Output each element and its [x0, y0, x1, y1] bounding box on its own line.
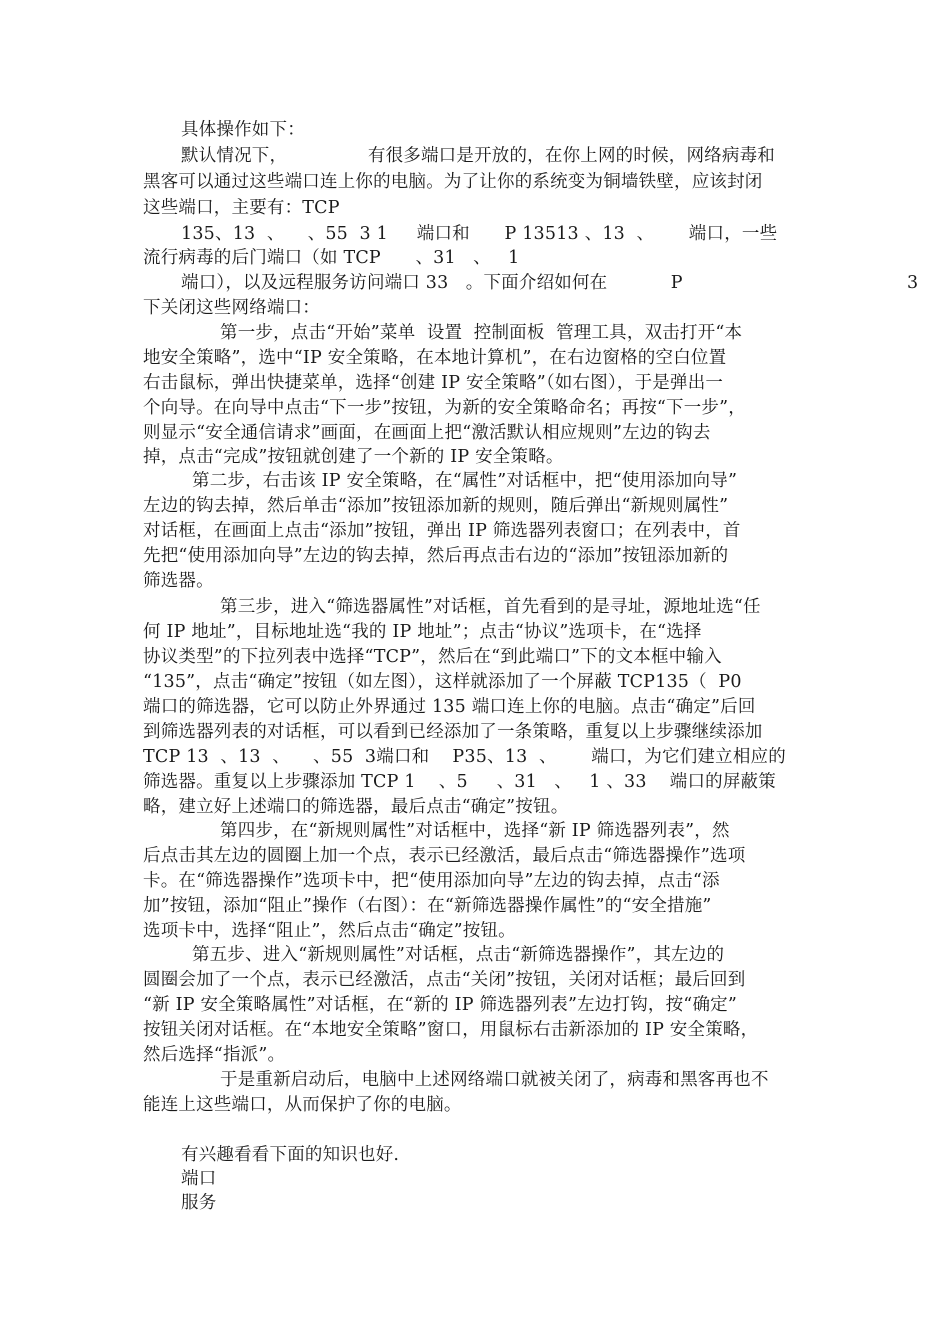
step1-line-2: 地安全策略”，选中“IP 安全策略，在本地计算机”，在右边窗格的空白位置 — [143, 348, 727, 368]
step2-line-2: 左边的钩去掉，然后单击“添加”按钮添加新的规则，随后弹出“新规则属性” — [143, 496, 729, 516]
step5-line-4: 按钮关闭对话框。在“本地安全策略”窗口，用鼠标右击新添加的 IP 安全策略， — [143, 1020, 759, 1040]
step2-line-5: 筛选器。 — [143, 571, 214, 591]
extra-line-ports: 端口 — [181, 1169, 217, 1189]
intro-line-1: 具体操作如下： — [181, 120, 305, 140]
step1-line-4: 个向导。在向导中点击“下一步”按钮，为新的安全策略命名；再按“下一步”， — [143, 398, 746, 418]
intro-line-2: 默认情况下， 有很多端口是开放的，在你上网的时候，网络病毒和 — [181, 146, 775, 166]
step4-line-1: 第四步，在“新规则属性”对话框中，选择“新 IP 筛选器列表”，然 — [220, 821, 730, 841]
step4-line-5: 选项卡中，选择“阻止”，然后点击“确定”按钮。 — [143, 921, 516, 941]
intro-line-4: 这些端口，主要有：TCP — [143, 198, 340, 218]
step1-line-5: 则显示“安全通信请求”画面，在画面上把“激活默认相应规则”左边的钩去 — [143, 423, 711, 443]
intro-line-7: 端口），以及远程服务访问端口 33 。下面介绍如何在 P — [181, 273, 683, 293]
intro-line-3: 黑客可以通过这些端口连上你的电脑。为了让你的系统变为铜墙铁壁，应该封闭 — [143, 172, 763, 192]
step4-line-3: 卡。在“筛选器操作”选项卡中，把“使用添加向导”左边的钩去掉，点击“添 — [143, 871, 720, 891]
step3-line-1: 第三步，进入“筛选器属性”对话框，首先看到的是寻址，源地址选“任 — [220, 597, 761, 617]
intro-line-6: 流行病毒的后门端口（如 TCP 、31 、 1 — [143, 248, 520, 268]
step3-line-6: 到筛选器列表的对话框，可以看到已经添加了一条策略，重复以上步骤继续添加 — [143, 722, 763, 742]
step1-line-1: 第一步，点击“开始”菜单 设置 控制面板 管理工具，双击打开“本 — [220, 323, 743, 343]
step3-line-8: 筛选器。重复以上步骤添加 TCP 1 、5 、31 、 1 、33 端口的屏蔽策 — [143, 772, 776, 792]
step1-line-6: 掉，点击“完成”按钮就创建了一个新的 IP 安全策略。 — [143, 447, 564, 467]
step5-line-2: 圆圈会加了一个点，表示已经激活，点击“关闭”按钮，关闭对话框；最后回到 — [143, 970, 746, 990]
intro-line-5: 135、13 、 、55 3 1 端口和 P 13513 、13 、 端口，一些 — [181, 224, 778, 244]
step3-line-5: 端口的筛选器，它可以防止外界通过 135 端口连上你的电脑。点击“确定”后回 — [143, 697, 756, 717]
step5-line-3: “新 IP 安全策略属性”对话框，在“新的 IP 筛选器列表”左边打钩，按“确定” — [143, 995, 738, 1015]
intro-line-7-fragment: 3 — [907, 273, 919, 293]
step5-line-1: 第五步、进入“新规则属性”对话框，点击“新筛选器操作”，其左边的 — [192, 945, 725, 965]
step2-line-4: 先把“使用添加向导”左边的钩去掉，然后再点击右边的“添加”按钮添加新的 — [143, 546, 729, 566]
extra-line-services: 服务 — [181, 1193, 217, 1213]
step4-line-2: 后点击其左边的圆圈上加一个点，表示已经激活，最后点击“筛选器操作”选项 — [143, 846, 746, 866]
step3-line-7: TCP 13 、13 、 、55 3端口和 P35、13 、 端口，为它们建立相应的 — [143, 747, 786, 767]
step2-line-3: 对话框，在画面上点击“添加”按钮，弹出 IP 筛选器列表窗口；在列表中，首 — [143, 521, 741, 541]
step4-line-4: 加”按钮，添加“阻止”操作（右图）：在“新筛选器操作属性”的“安全措施” — [143, 896, 712, 916]
step3-line-4: “135”，点击“确定”按钮（如左图），这样就添加了一个屏蔽 TCP135（ P0 — [143, 672, 742, 692]
step3-line-3: 协议类型”的下拉列表中选择“TCP”，然后在“到此端口”下的文本框中输入 — [143, 647, 722, 667]
step1-line-3: 右击鼠标，弹出快捷菜单，选择“创建 IP 安全策略”（如右图），于是弹出一 — [143, 373, 724, 393]
step5-line-5: 然后选择“指派”。 — [143, 1045, 286, 1065]
conclusion-line-1: 于是重新启动后，电脑中上述网络端口就被关闭了，病毒和黑客再也不 — [220, 1070, 769, 1090]
step3-line-2: 何 IP 地址”，目标地址选“我的 IP 地址”；点击“协议”选项卡，在“选择 — [143, 622, 702, 642]
extra-line-1: 有兴趣看看下面的知识也好. — [181, 1145, 400, 1165]
conclusion-line-2: 能连上这些端口，从而保护了你的电脑。 — [143, 1095, 462, 1115]
step2-line-1: 第二步，右击该 IP 安全策略，在“属性”对话框中，把“使用添加向导” — [192, 471, 738, 491]
intro-line-8: 下关闭这些网络端口： — [143, 298, 320, 318]
step3-line-9: 略，建立好上述端口的筛选器，最后点击“确定”按钮。 — [143, 797, 569, 817]
